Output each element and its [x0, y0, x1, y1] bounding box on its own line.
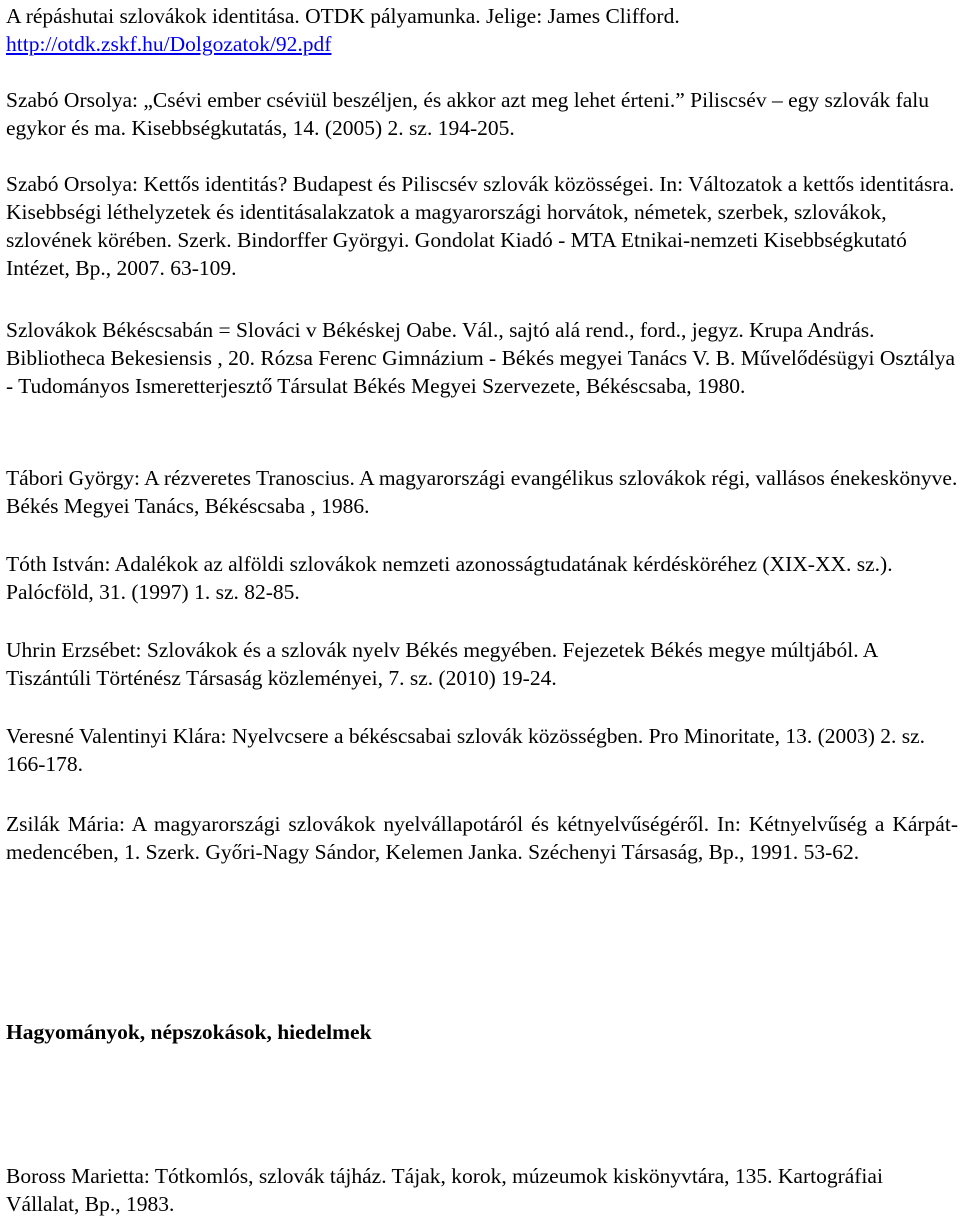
bibliography-entry-4: Szlovákok Békéscsabán = Slováci v Békéskej Oabe. Vál., sajtó alá rend., ford., jegyz. Krupa András. Bibliotheca Bekesiensis , 20. Rózsa Ferenc Gimnázium - Békés megyei Tanács V. B. Művelődésügyi Osztálya - Tudományos Ismeretterjesztő Társulat Békés Megyei Szervezete, Békéscsaba, 1980.	[6, 318, 956, 398]
bibliography-entry-9: Zsilák Mária: A magyarországi szlovákok nyelvállapotáról és kétnyelvűségéről. In: Kétnyelvűség a Kárpát-medencében, 1. Szerk. Győri-Nagy Sándor, Kelemen Janka. Széchenyi Társaság, Bp., 1991. 53-62.	[6, 812, 958, 864]
bibliography-entry-8: Veresné Valentinyi Klára: Nyelvcsere a békéscsabai szlovák közösségben. Pro Minoritate, 13. (2003) 2. sz. 166-178.	[6, 724, 926, 776]
section-heading: Hagyományok, népszokások, hiedelmek	[6, 1020, 372, 1044]
bibliography-entry-7: Uhrin Erzsébet: Szlovákok és a szlovák nyelv Békés megyében. Fejezetek Békés megye múltjából. A Tiszántúli Történész Társaság közleményei, 7. sz. (2010) 19-24.	[6, 638, 878, 690]
bibliography-entry-5: Tábori György: A rézveretes Tranoscius. A magyarországi evangélikus szlovákok régi, vallásos énekeskönyve. Békés Megyei Tanács, Békéscsaba , 1986.	[6, 466, 958, 518]
entry-text: A répáshutai szlovákok identitása. OTDK pályamunka. Jelige: James Clifford.	[6, 4, 680, 28]
bibliography-entry-10: Boross Marietta: Tótkomlós, szlovák tájház. Tájak, korok, múzeumok kiskönyvtára, 135. Kartográfiai Vállalat, Bp., 1983.	[6, 1164, 883, 1216]
pdf-link[interactable]: http://otdk.zskf.hu/Dolgozatok/92.pdf	[6, 32, 332, 56]
bibliography-entry-2: Szabó Orsolya: „Csévi ember cséviül beszéljen, és akkor azt meg lehet érteni.” Piliscsév – egy szlovák falu egykor és ma. Kisebbségkutatás, 14. (2005) 2. sz. 194-205.	[6, 88, 929, 140]
bibliography-entry-3: Szabó Orsolya: Kettős identitás? Budapest és Piliscsév szlovák közösségei. In: Változatok a kettős identitásra. Kisebbségi léthelyzetek és identitásalakzatok a magyarországi horvátok, németek, szerbek, szlovákok, szlovének körében. Szerk. Bindorffer Györgyi. Gondolat Kiadó - MTA Etnikai-nemzeti Kisebbségkutató Intézet, Bp., 2007. 63-109.	[6, 172, 955, 280]
bibliography-entry-6: Tóth István: Adalékok az alföldi szlovákok nemzeti azonosságtudatának kérdésköréhez (XIX-XX. sz.). Palócföld, 31. (1997) 1. sz. 82-85.	[6, 552, 893, 604]
bibliography-entry-1	[6, 2, 958, 58]
